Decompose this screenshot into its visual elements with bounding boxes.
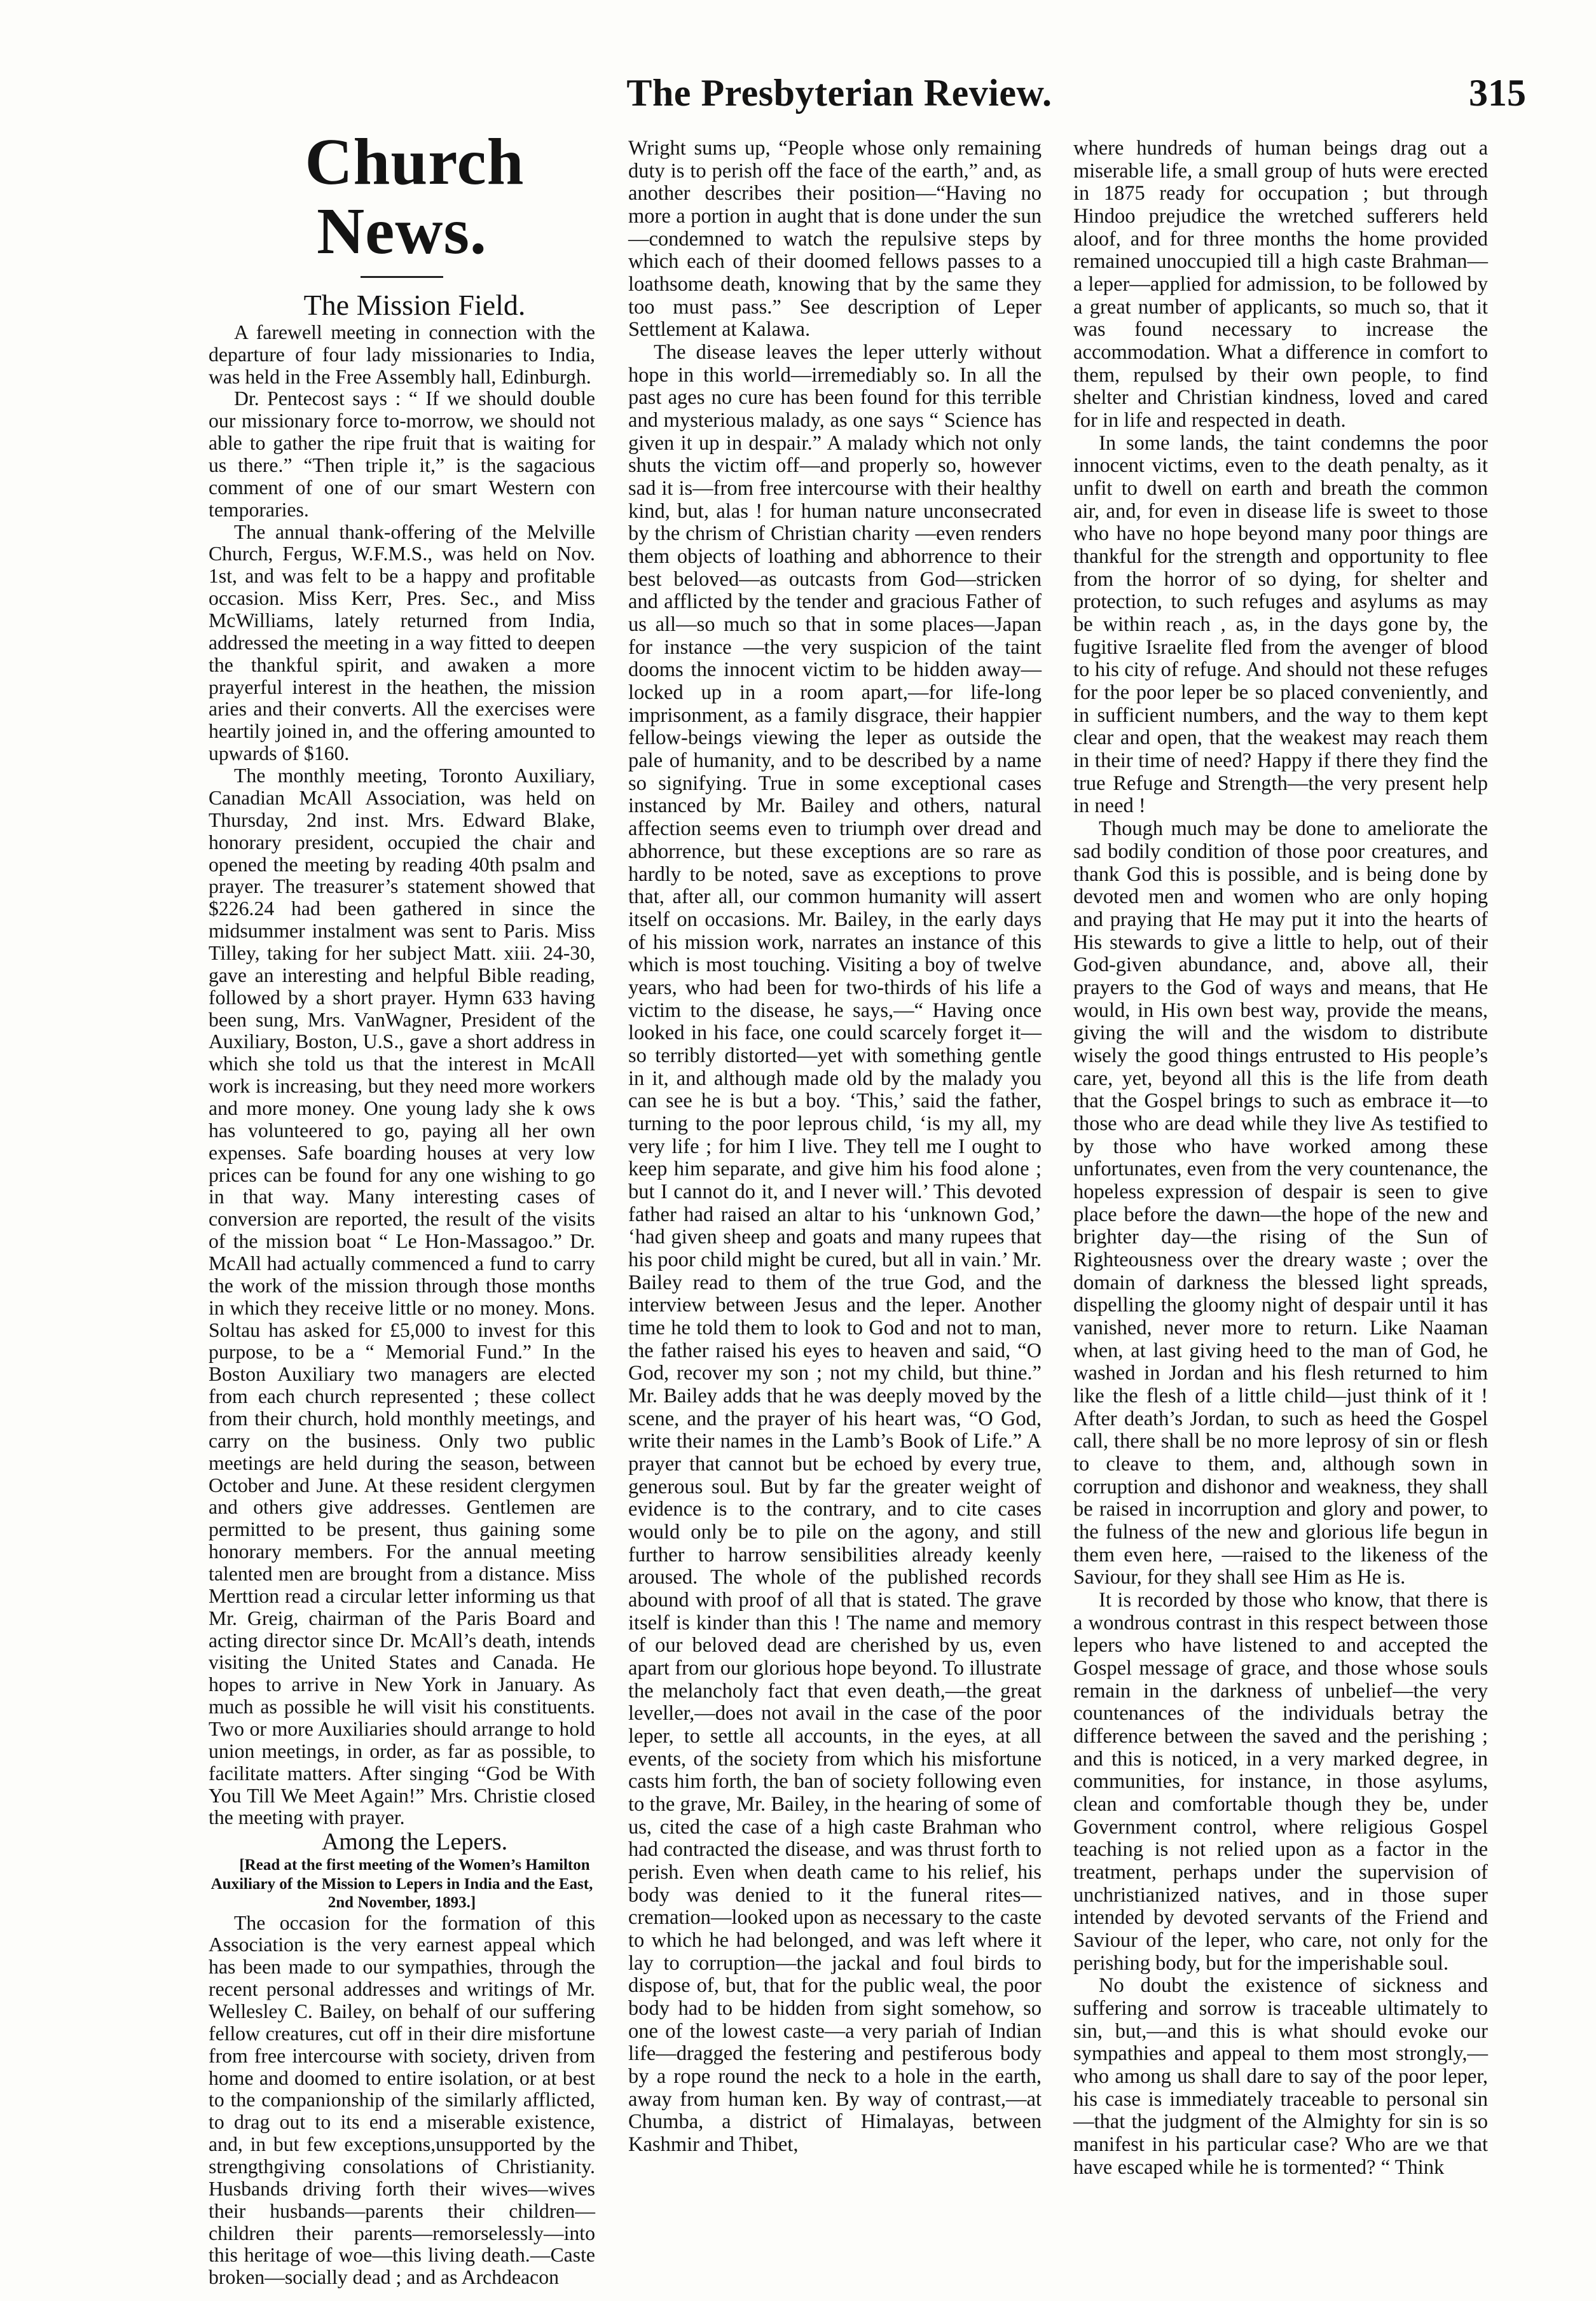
lepers-title: Among the Lepers. bbox=[321, 1828, 508, 1856]
column-3 bbox=[1073, 137, 1488, 2179]
page-number: 315 bbox=[1469, 72, 1526, 114]
paragraph-thank-offering: The annual thank-offering of the Melville Church, Fergus, W.F.M.S., was held on Nov. 1st, and was felt to be a happy and profitable occasion. Miss Kerr, Pres. Sec., and Miss McWilliams, lately returned from India, addressed the meeting in a way fitted to deepen the thankful spirit, and awaken a more prayerful interest in the heathen, the mission aries and their converts. All the exercises were heartily joined in, and the offering amounted to upwards of $160. bbox=[209, 520, 595, 765]
column-1 bbox=[209, 127, 595, 2289]
paragraph-lepers-4: where hundreds of human beings drag out a miserable life, a small group of huts were erected in 1875 ready for occupation ; but through Hindoo prejudice the wretched sufferers held aloof, and for three months the home provided remained unoccupied till a high caste Brahman—a leper—applied for admission, to be followed by a great number of applicants, so much so, that it was found necessary to increase the accommodation. What a difference in comfort to them, repulsed by their own people, to find shelter and Christian kindness, loved and cared for in life and respected in death. bbox=[1073, 137, 1488, 432]
paragraph-lepers-3: The disease leaves the leper utterly without hope in this world—irremediably so. In all the past ages no cure has been found for this terrible and mysterious malady, as one says “ Science has given it up in despair.” A malady which not only shuts the victim off—and properly so, however sad it is—from free intercourse with their healthy kind, but, alas ! for human nature unconsecrated by the chrism of Christian charity —even renders them objects of loathing and abhorrence to their best beloved—as outcasts from God—stricken and afflicted by the tender and gracious Father of us all—so much so that in some places—Japan for instance —the very suspicion of the taint dooms the innocent victim to be hidden away—locked up in a room apart,—for life-long imprisonment, as a family disgrace, their happier fellow-beings viewing the leper as outside the pale of humanity, and to be described by a name so signifying. True in some exceptional cases instanced by Mr. Bailey and others, natural affection seems even to triumph over dread and abhorrence, but these exceptions are so rare as hardly to be noted, save as exceptions to prove that, after all, our common humanity will assert itself on occasions. Mr. Bailey, in the early days of his mission work, narrates an instance of this which is most touching. Visiting a boy of twelve years, who had been for two-thirds of his life a victim to the disease, he says,—“ Having once looked in his face, one could scarcely forget it—so terribly distorted—yet with something gentle in it, and although made old by the malady you can see he is but a boy. ‘This,’ said the father, turning to the poor leprous child, ‘is my all, my very life ; for him I live. They tell me I ought to keep him separate, and give him his food alone ; but I cannot do it, and I never will.’ This devoted father had raised an altar to his ‘unknown God,’ ‘had given sheep and goats and many rupees that his poor child might be cured, but all in vain.’ Mr. Bailey read to them of the true God, and the interview between Jesus and the leper. Another time he told them to look to God and not to man, the father raised his eyes to heaven and said, “O God, recover my son ; not my child, but thine.” Mr. Bailey adds that he was deeply moved by the scene, and the prayer of his heart was, “O God, write their names in the Lamb’s Book of Life.” A prayer that cannot but be echoed by every true, generous soul. But by far the greater weight of evidence is to the contrary, and to cite cases would only be to pile on the agony, and still further to harrow sensibilities already keenly aroused. The whole of the published records abound with proof of all that is stated. The grave itself is kinder than this ! The name and memory of our beloved dead are cherished by us, even apart from our glorious hope beyond. To illustrate the melancholy fact that even death,—the great leveller,—does not avail in the case of the poor leper, to settle all accounts, in the eyes, at all events, of the society from which his misfortune casts him forth, the ban of society following even to the grave, Mr. Bailey, in the hearing of some of us, cited the case of a high caste Brahman who had contracted the disease, and was thrust forth to perish. Even when death came to his relief, his body was denied to it the funeral rites—cremation—looked upon as necessary to the caste to which he had belonged, and was left where it lay to corruption—the jackal and foul birds to dispose of, but, that for the public weal, the poor body had to be hidden from sight somehow, so one of the lowest caste—a very pariah of Indian life—dragged the festering and pestiferous body by a rope round the neck to a hole in the earth, away from human ken. By way of contrast,—at Chumba, a district of Himalayas, between Kashmir and Thibet, bbox=[628, 341, 1042, 2157]
paragraph-mcall-meeting: The monthly meeting, Toronto Auxiliary, Canadian McAll Association, was held on Thursday, 2nd inst. Mrs. Edward Blake, honorary president, occupied the chair and opened the meeting by reading 40th psalm and prayer. The treasurer’s statement showed that $226.24 had been gathered in since the midsummer instalment was sent to Paris. Miss Tilley, taking for her subject Matt. xiii. 24-30, gave an interesting and helpful Bible reading, followed by a short prayer. Hymn 633 having been sung, Mrs. VanWagner, President of the Auxiliary, Boston, U.S., gave a short address in which she told us that the interest in McAll work is increasing, but they need more workers and more money. One young lady she k ows has volunteered to go, paying all her own expenses. Safe boarding houses at very low prices can be found for any one wishing to go in that way. Many interesting cases of conversion are reported, the result of the visits of the mission boat “ Le Hon-Massagoo.” Dr. McAll had actually commenced a fund to carry the work of the mission through those months in which they receive little or no money. Mons. Soltau has asked for £5,000 to invest for this purpose, to be a “ Memorial Fund.” In the Boston Auxiliary two managers are elected from each church represented ; these collect from their church, hold monthly meetings, and carry on the business. Only two public meetings are held during the season, between October and June. At these resident clergymen and others give addresses. Gentlemen are permitted to be present, thus gaining some honorary members. For the annual meeting talented men are brought from a distance. Miss Merttion read a circular letter informing us that Mr. Greig, chairman of the Paris Board and acting director since Dr. McAll’s death, intends visiting the United States and Canada. He hopes to arrive in New York in January. As much as possible he will visit his constituents. Two or more Auxiliaries should arrange to hold union meetings, in order, as far as possible, to facilitate matters. After singing “God be With You Till We Meet Again!” Mrs. Christie closed the meeting with prayer. bbox=[209, 764, 595, 1829]
paragraph-lepers-1: The occasion for the formation of this Association is the very earnest appeal which has been made to our sympathies, through the recent personal addresses and writings of Mr. Wellesley C. Bailey, on behalf of our suffering fellow creatures, cut off in their dire misfortune from free intercourse with society, driven from home and doomed to entire isolation, or at best to the companionship of the similarly afflicted, to drag out to its end a miserable existence, and, in but few exceptions,unsupported by the strengthgiving consolations of Christianity. Husbands driving forth their wives—wives their husbands—parents their children—children their parents—remorselessly—into this heritage of woe—this living death.—Caste broken—socially dead ; and as Archdeacon bbox=[209, 1911, 595, 2289]
column-2 bbox=[628, 137, 1042, 2157]
paragraph-lepers-6: Though much may be done to ameliorate the sad bodily condition of those poor creatures, and thank God this is possible, and is being done by devoted men and women who are only hoping and praying that He may put it into the hearts of His stewards to give a little to help, out of their God-given abundance, and, above all, their prayers to the God of ways and means, that He would, in His own best way, provide the means, giving the will and the wisdom to distribute wisely the good things entrusted to His people’s care, yet, beyond all this is the life from death that the Gospel brings to such as embrace it—to those who are dead while they live As testified to by those who have worked among these unfortunates, even from the very countenance, the hopeless expression of despair is seen to give place before the dawn—the hope of the new and brighter day—the rising of the Sun of Righteousness over the dreary waste ; over the domain of darkness the blessed light spreads, dispelling the gloomy night of despair until it has vanished, never more to return. Like Naaman when, at last giving heed to the man of God, he washed in Jordan and his flesh returned to him like the flesh of a little child—just think of it ! After death’s Jordan, to such as heed the Gospel call, there shall be no more leprosy of sin or flesh to cleave to them, and, although sown in corruption and dishonor and weakness, they shall be raised in incorruption and glory and power, to the fulness of the new and glorious life begun in them even here, —raised to the likeness of the Saviour, for they shall see Him as He is. bbox=[1073, 817, 1488, 1589]
lepers-note: [Read at the first meeting of the Women’s Hamilton Auxiliary of the Mission to Lepers in India and the East, 2nd November, 1893.] bbox=[210, 1856, 593, 1912]
section-title: The Mission Field. bbox=[303, 289, 526, 322]
journal-title: The Presbyterian Review. bbox=[626, 72, 1052, 114]
paragraph-lepers-2: Wright sums up, “People whose only remaining duty is to perish off the face of the earth,” and, as another describes their position—“Having no more a portion in aught that is done under the sun—condemned to watch the repulsive steps by which each of their doomed fellows passes to a loathsome death, knowing that by the same they too must pass.” See description of Leper Settlement at Kalawa. bbox=[628, 137, 1042, 342]
paragraph-lepers-8: No doubt the existence of sickness and suffering and sorrow is traceable ultimately to sin, but,—and this is what should evoke our sympathies and appeal to them most strongly,—who among us shall dare to say of the poor leper, his case is immediately traceable to personal sin—that the judgment of the Almighty for sin is so manifest in his particular case? Who are we that have escaped while he is tormented? “ Think bbox=[1073, 1974, 1488, 2179]
article-headline: Church News. bbox=[305, 125, 525, 268]
paragraph-lepers-5: In some lands, the taint condemns the poor innocent victims, even to the death penalty, as it unfit to dwell on earth and breath the common air, and, for even in disease life is sweet to those who have no hope beyond many poor things are thankful for the strength and opportunity to flee from the horror of so dying, for shelter and protection, to such refuges and asylums as may be within reach , as, in the days gone by, the fugitive Israelite fled from the avenger of blood to his city of refuge. And should not these refuges for the poor leper be so placed conveniently, and in sufficient numbers, and the way to them kept clear and open, that the weakest may reach them in their time of need? Happy if there they find the true Refuge and Strength—the very present help in need ! bbox=[1073, 431, 1488, 818]
paragraph-pentecost: Dr. Pentecost says : “ If we should double our missionary force to-morrow, we should not able to gather the ripe fruit that is waiting for us there.” “Then triple it,” is the sagacious comment of one of our smart Western con temporaries. bbox=[209, 387, 595, 521]
headline-rule bbox=[361, 276, 443, 278]
paragraph-farewell: A farewell meeting in connection with the departure of four lady missionaries to India, was held in the Free Assembly hall, Edinburgh. bbox=[209, 321, 595, 388]
running-head bbox=[610, 71, 1526, 122]
paragraph-lepers-7: It is recorded by those who know, that there is a wondrous contrast in this respect between those lepers who have listened to and accepted the Gospel message of grace, and those whose souls remain in the darkness of unbelief—the very countenances of the individuals betray the difference between the saved and the perishing ; and this is noticed, in a very marked degree, in communities, for instance, in those asylums, clean and comfortable though they be, under Government control, where religious Gospel teaching is not relied upon as a factor in the treatment, perhaps under the supervision of unchristianized natives, and in those super intended by devoted servants of the Friend and Saviour of the leper, who care, not only for the perishing body, but for the imperishable soul. bbox=[1073, 1589, 1488, 1975]
